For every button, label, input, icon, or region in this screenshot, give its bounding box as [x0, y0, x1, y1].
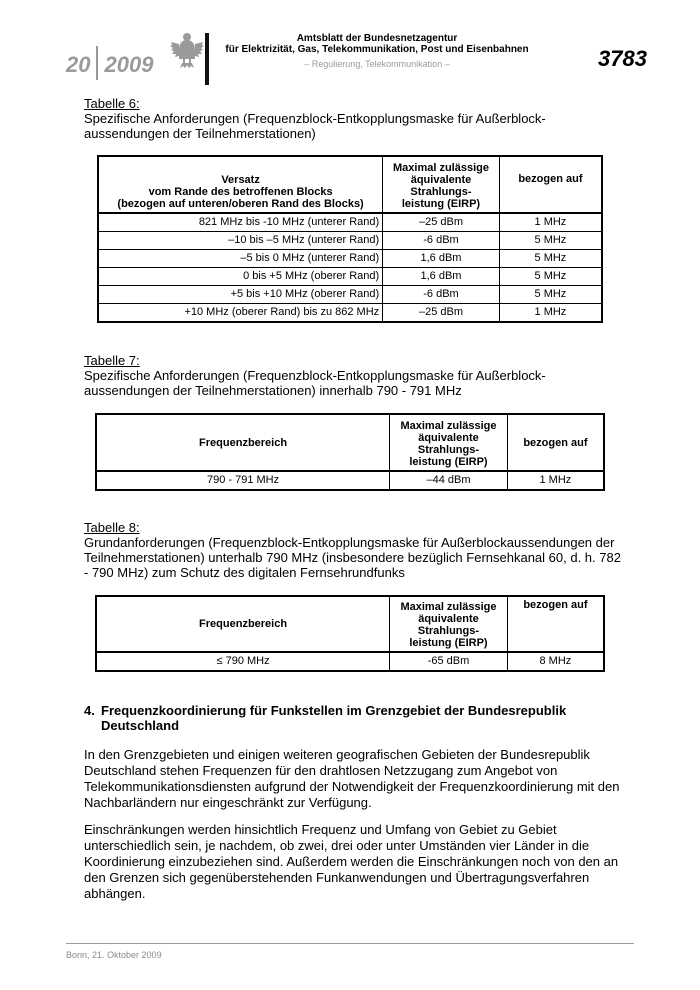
- table8-cell-range: ≤ 790 MHz: [96, 652, 390, 671]
- table6-cell-eirp: -6 dBm: [383, 286, 500, 304]
- journal-title: [222, 33, 532, 55]
- table6-cell-offset: 0 bis +5 MHz (oberer Rand): [98, 268, 383, 286]
- table6-header-eirp-l3: Strahlungs-: [410, 186, 472, 198]
- table8-caption-text: Grundanforderungen (Frequenzblock-Entkopplungsmaske für Außerblockaussendungen der Teilnehmerstationen) unterhalb 790 MHz (insbesondere bezüglich Fernsehkanal 60, d. h. 782 - 790 MHz) zum Schutz des digitalen Fernsehrundfunks: [84, 535, 621, 580]
- table7-header-row: [96, 414, 604, 471]
- table6-cell-offset: +10 MHz (oberer Rand) bis zu 862 MHz: [98, 304, 383, 323]
- section4-paragraph2: Einschränkungen werden hinsichtlich Frequenz und Umfang von Gebiet zu Gebiet unterschiedlich sein, je nachdem, ob zwei, drei oder unter Umständen vier Länder in die Koordinierung einzubeziehen sind. Außerdem werden die Einschränkungen noch von den an den Grenzen sich gegenüberstehenden Funkanwendungen und Übertragungsverfahren abhängen.: [84, 822, 619, 901]
- table6-caption-text: Spezifische Anforderungen (Frequenzblock-Entkopplungsmaske für Außerblock-aussendungen der Teilnehmerstationen): [84, 111, 546, 141]
- table7-header-ref: bezogen auf: [507, 414, 604, 471]
- journal-title-line1: Amtsblatt der Bundesnetzagentur: [296, 33, 458, 44]
- table7-header-eirp-l1: Maximal zulässige: [400, 420, 497, 432]
- table6-cell-eirp: 1,6 dBm: [383, 250, 500, 268]
- table8-header-ref: bezogen auf: [507, 596, 604, 652]
- section4-paragraph1: In den Grenzgebieten und einigen weiteren geografischen Gebieten der Bundesrepublik Deutschland stehen Frequenzen für den drahtlosen Netzzugang zum Angebot von Telekommunikationsdiensten aufgrund der Notwendigkeit der Frequenzkoordinierung mit den Nachbarländern nur eingeschränkt zur Verfügung.: [84, 747, 620, 810]
- journal-subtitle: – Regulierung, Telekommunikation –: [304, 59, 450, 69]
- table6-header-eirp-l1: Maximal zulässige: [392, 162, 489, 174]
- table7-header-eirp-l2: äquivalente: [418, 432, 479, 444]
- footer-date: Bonn, 21. Oktober 2009: [66, 950, 162, 960]
- table-row: [98, 304, 602, 323]
- issue-divider: [96, 46, 98, 80]
- table7-caption-text: Spezifische Anforderungen (Frequenzblock-Entkopplungsmaske für Außerblock-aussendungen der Teilnehmerstationen) innerhalb 790 - 791 MHz: [84, 368, 546, 398]
- table7-label: Tabelle 7:: [84, 353, 140, 368]
- table-row: [96, 471, 604, 490]
- table6-header-offset: [98, 156, 383, 213]
- table8-caption: [84, 520, 624, 580]
- table6-cell-ref: 5 MHz: [499, 268, 602, 286]
- issue-number-value: 20: [66, 52, 91, 77]
- table6-cell-ref: 1 MHz: [499, 304, 602, 323]
- table8: [95, 595, 605, 672]
- table8-cell-eirp: -65 dBm: [390, 652, 508, 671]
- table6-cell-offset: +5 bis +10 MHz (oberer Rand): [98, 286, 383, 304]
- table6-cell-ref: 5 MHz: [499, 250, 602, 268]
- table7-caption: [84, 353, 624, 398]
- table8-header-eirp: [390, 596, 508, 652]
- table6-header-offset-l1: Versatz: [221, 174, 260, 186]
- table6-header-offset-l3: (bezogen auf unteren/oberen Rand des Blocks): [117, 198, 364, 210]
- table8-header-eirp-l2: äquivalente: [418, 613, 479, 625]
- table6-header-eirp-l4: leistung (EIRP): [401, 198, 481, 210]
- table6-cell-eirp: –25 dBm: [383, 304, 500, 323]
- table6-cell-offset: –10 bis –5 MHz (unterer Rand): [98, 232, 383, 250]
- table7-header-eirp: [390, 414, 508, 471]
- table6-cell-eirp: 1,6 dBm: [383, 268, 500, 286]
- table6-header-offset-l2: vom Rande des betroffenen Blocks: [148, 186, 333, 198]
- section4-title: Frequenzkoordinierung für Funkstellen im Grenzgebiet der Bundesrepublik Deutschland: [101, 703, 567, 733]
- table-row: [98, 213, 602, 232]
- table6-header-row: [98, 156, 602, 213]
- table6: [97, 155, 603, 323]
- issue-year: 2009: [104, 52, 154, 77]
- table6-cell-eirp: -6 dBm: [383, 232, 500, 250]
- issue-number: [66, 46, 153, 80]
- section4-heading: [84, 703, 624, 733]
- table6-cell-eirp: –25 dBm: [383, 213, 500, 232]
- table7-cell-ref: 1 MHz: [507, 471, 604, 490]
- table7-header-eirp-l3: Strahlungs-: [417, 444, 480, 456]
- table8-header-eirp-l4: leistung (EIRP): [409, 637, 488, 649]
- table8-cell-ref: 8 MHz: [507, 652, 604, 671]
- header-divider: [205, 33, 209, 85]
- table6-caption: [84, 96, 624, 141]
- federal-eagle-icon: [170, 30, 204, 70]
- footer-divider: [66, 943, 634, 944]
- table6-label: Tabelle 6:: [84, 96, 140, 111]
- page-number: 3783: [598, 46, 647, 71]
- table-row: [98, 286, 602, 304]
- table8-label: Tabelle 8:: [84, 520, 140, 535]
- table7: [95, 413, 605, 491]
- table-row: [98, 268, 602, 286]
- journal-title-line2: für Elektrizität, Gas, Telekommunikation, Post und Eisenbahnen: [225, 44, 529, 55]
- table-row: [98, 232, 602, 250]
- table8-header-eirp-l3: Strahlungs-: [417, 625, 480, 637]
- table8-header-row: [96, 596, 604, 652]
- table7-header-eirp-l4: leistung (EIRP): [409, 456, 488, 468]
- section4-number: 4.: [84, 703, 95, 718]
- table6-header-eirp: [383, 156, 500, 213]
- table-row: [96, 652, 604, 671]
- table6-header-ref: bezogen auf: [499, 156, 602, 213]
- table7-cell-eirp: –44 dBm: [390, 471, 508, 490]
- table6-header-eirp-l2: äquivalente: [410, 174, 472, 186]
- table7-cell-range: 790 - 791 MHz: [96, 471, 390, 490]
- table6-cell-ref: 1 MHz: [499, 213, 602, 232]
- table6-cell-ref: 5 MHz: [499, 232, 602, 250]
- table6-cell-offset: 821 MHz bis -10 MHz (unterer Rand): [98, 213, 383, 232]
- table8-header-eirp-l1: Maximal zulässige: [400, 601, 497, 613]
- table6-cell-ref: 5 MHz: [499, 286, 602, 304]
- table7-header-range: Frequenzbereich: [96, 414, 390, 471]
- table-row: [98, 250, 602, 268]
- table6-cell-offset: –5 bis 0 MHz (unterer Rand): [98, 250, 383, 268]
- table8-header-range: Frequenzbereich: [96, 596, 390, 652]
